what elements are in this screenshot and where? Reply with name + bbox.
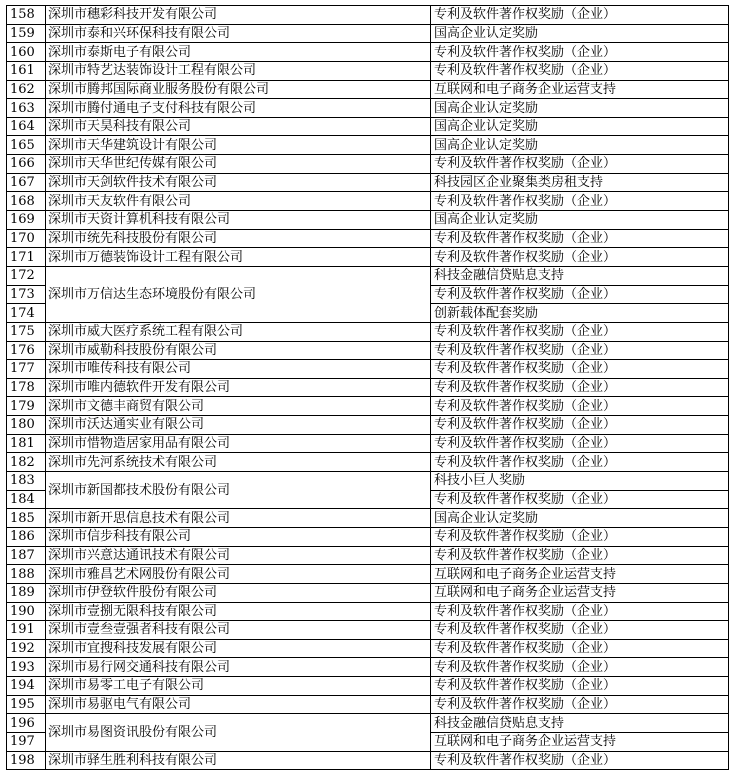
row-number: 168	[7, 192, 46, 211]
company-name: 深圳市惜物造居家用品有限公司	[46, 434, 431, 453]
row-number: 195	[7, 695, 46, 714]
award-list-table	[6, 5, 729, 770]
company-name: 深圳市壹叁壹强者科技有限公司	[46, 621, 431, 640]
award-type: 科技金融信贷贴息支持	[431, 266, 729, 285]
table-row	[7, 99, 729, 118]
row-number: 174	[7, 304, 46, 323]
award-type: 专利及软件著作权奖励（企业）	[431, 61, 729, 80]
table-row	[7, 621, 729, 640]
table-row	[7, 453, 729, 472]
row-number: 161	[7, 61, 46, 80]
table-row	[7, 80, 729, 99]
row-number: 198	[7, 751, 46, 770]
company-name: 深圳市天华建筑设计有限公司	[46, 136, 431, 155]
table-row	[7, 639, 729, 658]
table-row	[7, 229, 729, 248]
row-number: 180	[7, 416, 46, 435]
company-name: 深圳市文德丰商贸有限公司	[46, 397, 431, 416]
row-number: 173	[7, 285, 46, 304]
company-name: 深圳市驿生胜利科技有限公司	[46, 751, 431, 770]
award-type: 专利及软件著作权奖励（企业）	[431, 639, 729, 658]
table-row	[7, 658, 729, 677]
award-type: 专利及软件著作权奖励（企业）	[431, 6, 729, 25]
row-number: 186	[7, 527, 46, 546]
company-name: 深圳市宜搜科技发展有限公司	[46, 639, 431, 658]
table-row	[7, 527, 729, 546]
company-name: 深圳市兴意达通讯技术有限公司	[46, 546, 431, 565]
row-number: 159	[7, 24, 46, 43]
company-name: 深圳市特艺达装饰设计工程有限公司	[46, 61, 431, 80]
row-number: 188	[7, 565, 46, 584]
table-row	[7, 155, 729, 174]
table-row	[7, 192, 729, 211]
company-name: 深圳市天资计算机科技有限公司	[46, 211, 431, 230]
table-row	[7, 117, 729, 136]
table-row	[7, 714, 729, 733]
table-row	[7, 211, 729, 230]
company-name: 深圳市穗彩科技开发有限公司	[46, 6, 431, 25]
company-name: 深圳市易图资讯股份有限公司	[46, 714, 431, 751]
row-number: 177	[7, 360, 46, 379]
row-number: 160	[7, 43, 46, 62]
table-row	[7, 397, 729, 416]
table-row	[7, 565, 729, 584]
award-type: 科技金融信贷贴息支持	[431, 714, 729, 733]
row-number: 193	[7, 658, 46, 677]
award-type: 专利及软件著作权奖励（企业）	[431, 434, 729, 453]
award-type: 专利及软件著作权奖励（企业）	[431, 546, 729, 565]
company-name: 深圳市新国都技术股份有限公司	[46, 472, 431, 509]
table-row	[7, 751, 729, 770]
row-number: 162	[7, 80, 46, 99]
table-row	[7, 509, 729, 528]
row-number: 167	[7, 173, 46, 192]
award-type: 专利及软件著作权奖励（企业）	[431, 677, 729, 696]
row-number: 184	[7, 490, 46, 509]
row-number: 187	[7, 546, 46, 565]
row-number: 182	[7, 453, 46, 472]
award-type: 科技小巨人奖励	[431, 472, 729, 491]
award-type: 专利及软件著作权奖励（企业）	[431, 416, 729, 435]
table-row	[7, 248, 729, 267]
row-number: 197	[7, 732, 46, 751]
award-type: 互联网和电子商务企业运营支持	[431, 583, 729, 602]
row-number: 171	[7, 248, 46, 267]
award-type: 专利及软件著作权奖励（企业）	[431, 751, 729, 770]
company-name: 深圳市伊登软件股份有限公司	[46, 583, 431, 602]
award-type: 互联网和电子商务企业运营支持	[431, 80, 729, 99]
row-number: 169	[7, 211, 46, 230]
row-number: 175	[7, 322, 46, 341]
award-type: 专利及软件著作权奖励（企业）	[431, 695, 729, 714]
company-name: 深圳市壹捌无限科技有限公司	[46, 602, 431, 621]
table-row	[7, 173, 729, 192]
row-number: 164	[7, 117, 46, 136]
table-row	[7, 695, 729, 714]
row-number: 178	[7, 378, 46, 397]
company-name: 深圳市新开思信息技术有限公司	[46, 509, 431, 528]
table-row	[7, 266, 729, 285]
table-row	[7, 378, 729, 397]
row-number: 163	[7, 99, 46, 118]
award-type: 创新载体配套奖励	[431, 304, 729, 323]
company-name: 深圳市唯内德软件开发有限公司	[46, 378, 431, 397]
award-type: 专利及软件著作权奖励（企业）	[431, 658, 729, 677]
row-number: 190	[7, 602, 46, 621]
table-row	[7, 416, 729, 435]
table-row	[7, 360, 729, 379]
company-name: 深圳市万信达生态环境股份有限公司	[46, 266, 431, 322]
company-name: 深圳市易行网交通科技有限公司	[46, 658, 431, 677]
award-type: 互联网和电子商务企业运营支持	[431, 565, 729, 584]
company-name: 深圳市泰和兴环保科技有限公司	[46, 24, 431, 43]
table-row	[7, 583, 729, 602]
company-name: 深圳市威勒科技股份有限公司	[46, 341, 431, 360]
award-type: 专利及软件著作权奖励（企业）	[431, 490, 729, 509]
company-name: 深圳市易零工电子有限公司	[46, 677, 431, 696]
row-number: 191	[7, 621, 46, 640]
award-type: 国高企业认定奖励	[431, 24, 729, 43]
table-row	[7, 136, 729, 155]
table-row	[7, 61, 729, 80]
company-name: 深圳市天华世纪传媒有限公司	[46, 155, 431, 174]
table-row	[7, 6, 729, 25]
award-type: 专利及软件著作权奖励（企业）	[431, 397, 729, 416]
table-row	[7, 434, 729, 453]
row-number: 194	[7, 677, 46, 696]
table-row	[7, 43, 729, 62]
table-body	[7, 6, 729, 770]
award-type: 专利及软件著作权奖励（企业）	[431, 453, 729, 472]
company-name: 深圳市天剑软件技术有限公司	[46, 173, 431, 192]
row-number: 172	[7, 266, 46, 285]
award-type: 专利及软件著作权奖励（企业）	[431, 341, 729, 360]
award-type: 专利及软件著作权奖励（企业）	[431, 192, 729, 211]
company-name: 深圳市沃达通实业有限公司	[46, 416, 431, 435]
award-type: 国高企业认定奖励	[431, 211, 729, 230]
award-type: 专利及软件著作权奖励（企业）	[431, 360, 729, 379]
company-name: 深圳市腾付通电子支付科技有限公司	[46, 99, 431, 118]
award-type: 专利及软件著作权奖励（企业）	[431, 229, 729, 248]
award-type: 国高企业认定奖励	[431, 136, 729, 155]
award-type: 专利及软件著作权奖励（企业）	[431, 621, 729, 640]
award-type: 国高企业认定奖励	[431, 509, 729, 528]
company-name: 深圳市天友软件有限公司	[46, 192, 431, 211]
company-name: 深圳市雅昌艺术网股份有限公司	[46, 565, 431, 584]
award-type: 国高企业认定奖励	[431, 99, 729, 118]
table-row	[7, 472, 729, 491]
table-row	[7, 24, 729, 43]
award-type: 专利及软件著作权奖励（企业）	[431, 602, 729, 621]
row-number: 185	[7, 509, 46, 528]
award-type: 专利及软件著作权奖励（企业）	[431, 248, 729, 267]
row-number: 158	[7, 6, 46, 25]
table-row	[7, 677, 729, 696]
table-row	[7, 546, 729, 565]
row-number: 176	[7, 341, 46, 360]
award-type: 专利及软件著作权奖励（企业）	[431, 378, 729, 397]
award-type: 专利及软件著作权奖励（企业）	[431, 43, 729, 62]
award-type: 科技园区企业聚集类房租支持	[431, 173, 729, 192]
company-name: 深圳市万德装饰设计工程有限公司	[46, 248, 431, 267]
award-type: 专利及软件著作权奖励（企业）	[431, 155, 729, 174]
award-type: 互联网和电子商务企业运营支持	[431, 732, 729, 751]
company-name: 深圳市信步科技有限公司	[46, 527, 431, 546]
company-name: 深圳市泰斯电子有限公司	[46, 43, 431, 62]
row-number: 166	[7, 155, 46, 174]
award-type: 专利及软件著作权奖励（企业）	[431, 285, 729, 304]
row-number: 181	[7, 434, 46, 453]
award-type: 专利及软件著作权奖励（企业）	[431, 322, 729, 341]
table-row	[7, 602, 729, 621]
table-row	[7, 322, 729, 341]
company-name: 深圳市唯传科技有限公司	[46, 360, 431, 379]
company-name: 深圳市威大医疗系统工程有限公司	[46, 322, 431, 341]
row-number: 189	[7, 583, 46, 602]
row-number: 183	[7, 472, 46, 491]
table-row	[7, 341, 729, 360]
company-name: 深圳市天昊科技有限公司	[46, 117, 431, 136]
row-number: 196	[7, 714, 46, 733]
award-type: 国高企业认定奖励	[431, 117, 729, 136]
row-number: 192	[7, 639, 46, 658]
company-name: 深圳市先河系统技术有限公司	[46, 453, 431, 472]
company-name: 深圳市统先科技股份有限公司	[46, 229, 431, 248]
award-type: 专利及软件著作权奖励（企业）	[431, 527, 729, 546]
company-name: 深圳市腾邦国际商业服务股份有限公司	[46, 80, 431, 99]
company-name: 深圳市易驱电气有限公司	[46, 695, 431, 714]
row-number: 179	[7, 397, 46, 416]
row-number: 170	[7, 229, 46, 248]
row-number: 165	[7, 136, 46, 155]
